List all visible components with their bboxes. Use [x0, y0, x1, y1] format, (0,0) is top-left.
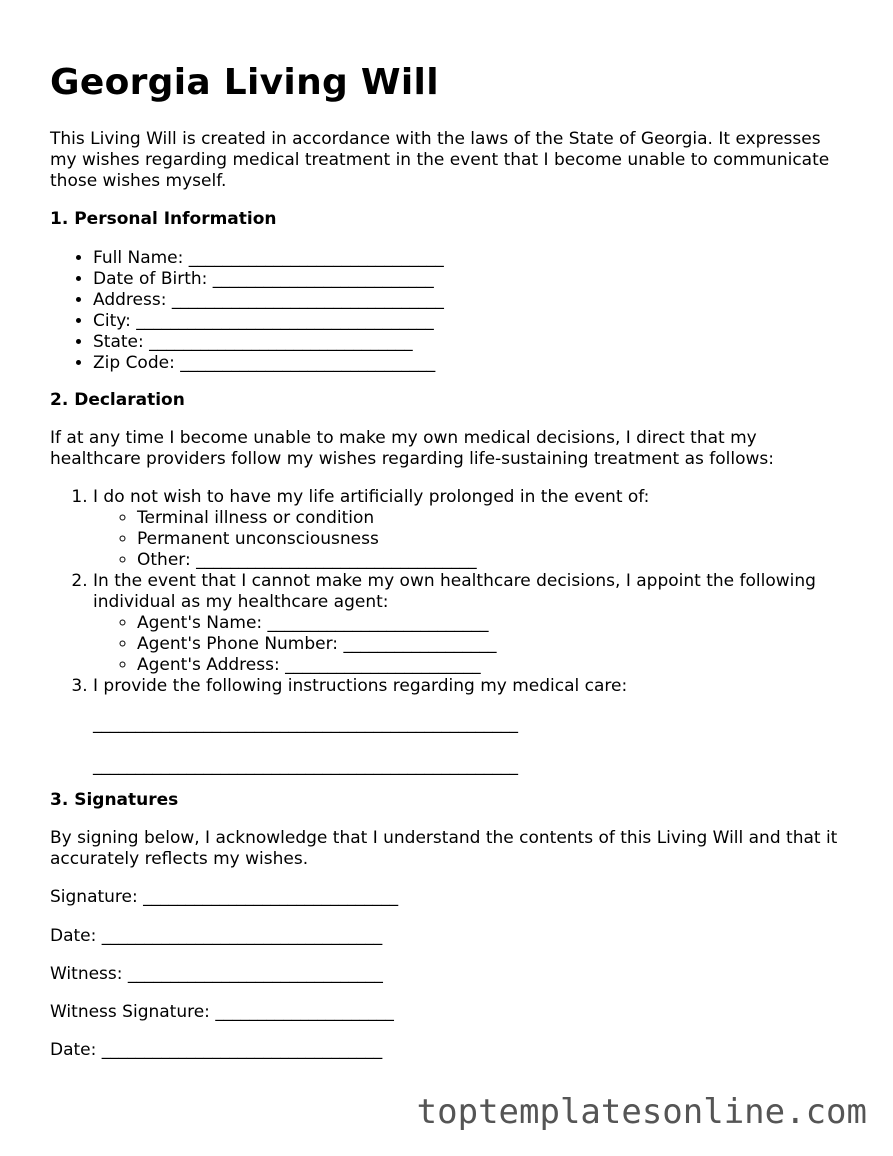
signature-field[interactable]: Signature: ______________________________	[50, 887, 399, 907]
agent-phone-field[interactable]: ◦ Agent's Phone Number: __________________	[137, 634, 850, 655]
agent-address-field[interactable]: ◦ Agent's Address: _______________________	[137, 655, 850, 676]
declaration-item-1-text: I do not wish to have my life artificially prolonged in the event of:	[93, 487, 650, 507]
declaration-item-3	[93, 676, 850, 697]
personal-information-list	[50, 248, 793, 374]
date-field-2[interactable]: Date: _________________________________	[50, 1040, 383, 1060]
declaration-item-3-text: I provide the following instructions regarding my medical care:	[93, 676, 628, 696]
agent-name-field[interactable]: ◦ Agent's Name: __________________________	[137, 613, 850, 634]
section-declaration-heading: 2. Declaration	[50, 390, 185, 410]
section-signatures-heading: 3. Signatures	[50, 790, 179, 810]
full-name-field[interactable]: • Full Name: ______________________________	[93, 248, 793, 269]
declaration-item-2-sublist	[93, 613, 850, 676]
document-title: Georgia Living Will	[50, 62, 439, 103]
intro-paragraph: This Living Will is created in accordance with the laws of the State of Georgia. It expresses my wishes regarding medical treatment in the event that I become unable to communicate those wishes myself.	[50, 129, 830, 191]
date-of-birth-field[interactable]: • Date of Birth: __________________________	[93, 269, 793, 290]
instructions-line-2[interactable]: __________________________________________________	[93, 756, 518, 776]
declaration-item-2	[93, 571, 850, 676]
declaration-item-2-text: In the event that I cannot make my own healthcare decisions, I appoint the following individual as my healthcare agent:	[93, 571, 816, 612]
permanent-unconsciousness-option: ◦ Permanent unconsciousness	[137, 529, 850, 550]
instructions-line-1[interactable]: __________________________________________________	[93, 714, 518, 734]
city-field[interactable]: • City: ___________________________________	[93, 311, 793, 332]
other-condition-field[interactable]: ◦ Other: _________________________________	[137, 550, 850, 571]
address-field[interactable]: • Address: ________________________________	[93, 290, 793, 311]
section-personal-information-heading: 1. Personal Information	[50, 209, 277, 229]
zip-code-field[interactable]: • Zip Code: ______________________________	[93, 353, 793, 374]
state-field[interactable]: • State: _______________________________	[93, 332, 793, 353]
acknowledgement-paragraph: By signing below, I acknowledge that I understand the contents of this Living Will and that it accurately reflects my wishes.	[50, 828, 838, 869]
witness-signature-field[interactable]: Witness Signature: _____________________	[50, 1002, 394, 1022]
declaration-list	[50, 487, 850, 697]
terminal-illness-option: ◦ Terminal illness or condition	[137, 508, 850, 529]
declaration-paragraph: If at any time I become unable to make my own medical decisions, I direct that my healthcare providers follow my wishes regarding life-sustaining treatment as follows:	[50, 428, 775, 469]
date-field-1[interactable]: Date: _________________________________	[50, 926, 383, 946]
witness-field[interactable]: Witness: ______________________________	[50, 964, 383, 984]
declaration-item-1-sublist	[93, 508, 850, 571]
declaration-item-1	[93, 487, 850, 571]
watermark-text: toptemplatesonline.com	[416, 1092, 867, 1132]
